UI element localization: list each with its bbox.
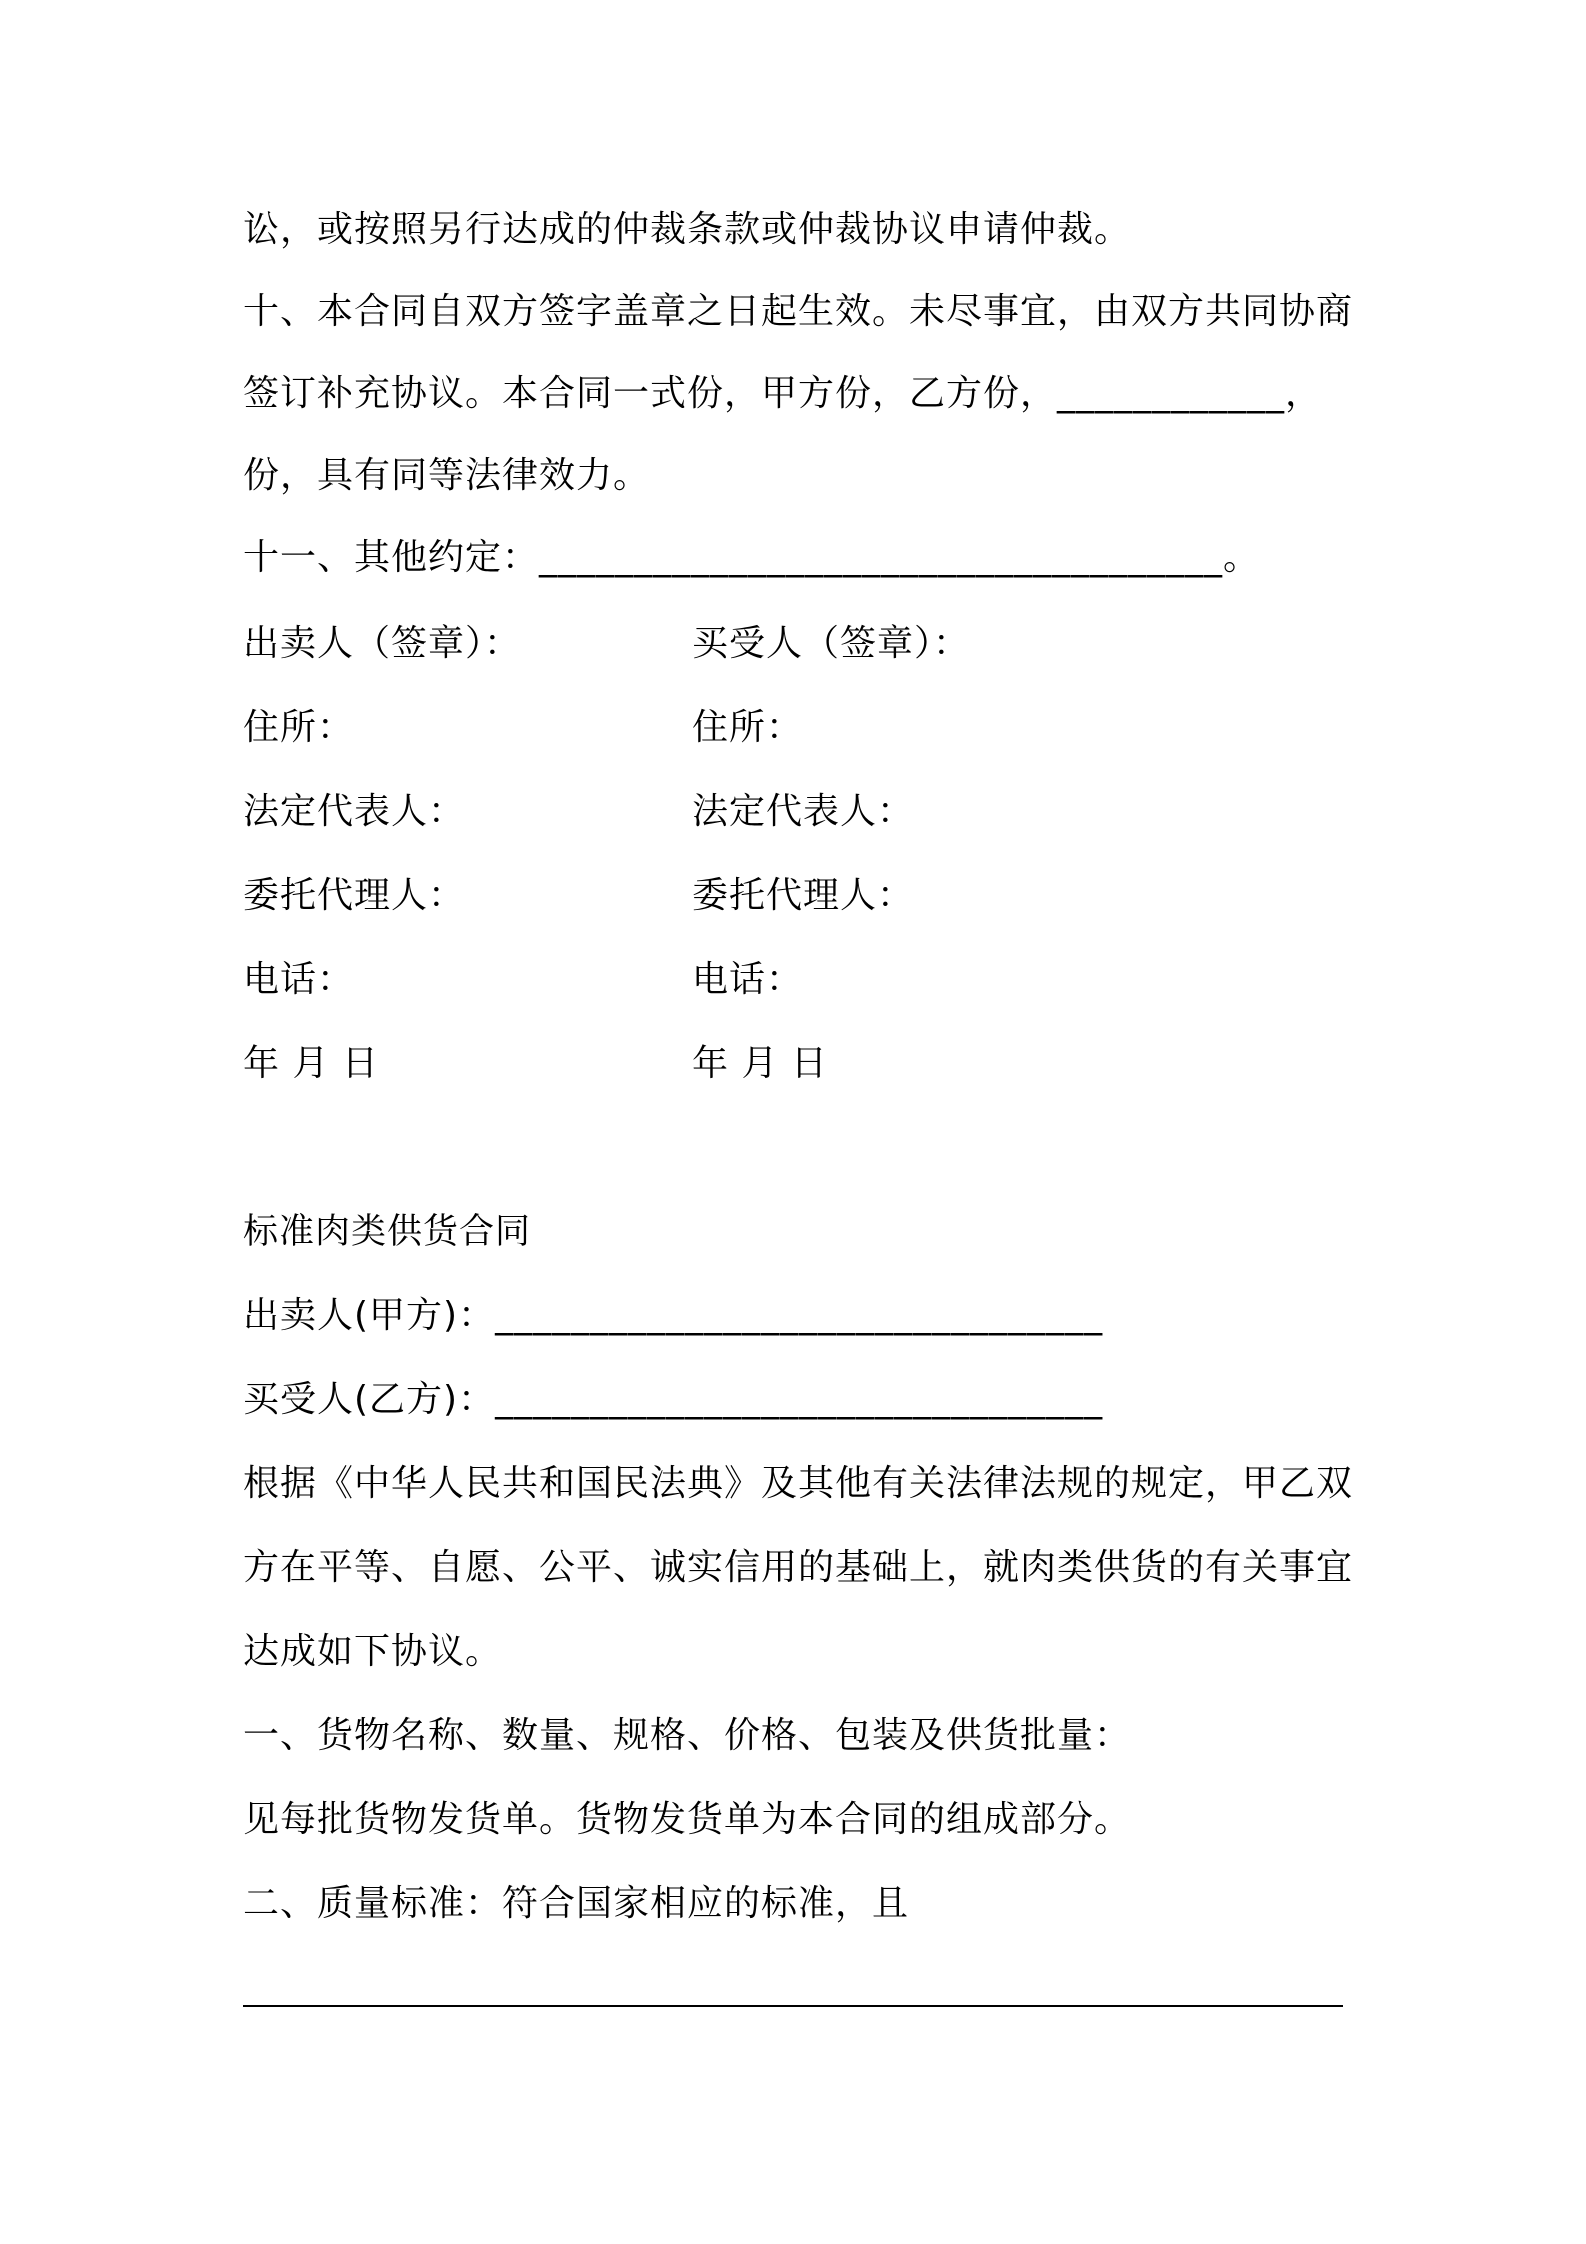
seller-phone-label: 电话： [243,959,355,1000]
clause-ten-line: 份，具有同等法律效力。 [243,455,651,496]
contract-title: 标准肉类供货合同 [243,1212,532,1252]
buyer-legal-rep-label: 法定代表人： [692,791,915,832]
seller-agent-label: 委托代理人： [243,875,466,916]
preamble-line: 根据《中华人民共和国民法典》及其他有关法律法规的规定，甲乙双 [243,1463,1354,1504]
clause-two-heading: 二、质量标准：符合国家相应的标准，且 [243,1883,910,1924]
clause-ten-line: 签订补充协议。本合同一式份，甲方份，乙方份，____________， [243,373,1323,414]
clause-one-text: 见每批货物发货单。货物发货单为本合同的组成部分。 [243,1799,1132,1840]
preamble-line: 达成如下协议。 [243,1631,503,1672]
seller-signature-label: 出卖人（签章）： [243,623,522,664]
clause-eleven-line: 十一、其他约定：____________________________________。 [243,537,1261,578]
buyer-phone-label: 电话： [692,959,804,1000]
buyer-party-line: 买受人(乙方)：________________________________ [243,1379,1104,1420]
buyer-agent-label: 委托代理人： [692,875,915,916]
clause-ten-line: 十、本合同自双方签字盖章之日起生效。未尽事宜，由双方共同协商 [243,291,1354,332]
preamble-line: 方在平等、自愿、公平、诚实信用的基础上，就肉类供货的有关事宜 [243,1547,1354,1588]
blank-fill-line [243,2005,1343,2007]
seller-legal-rep-label: 法定代表人： [243,791,466,832]
seller-party-line: 出卖人(甲方)：________________________________ [243,1295,1104,1336]
seller-address-label: 住所： [243,707,355,748]
seller-date-label: 年 月 日 [243,1043,379,1084]
clause-one-heading: 一、货物名称、数量、规格、价格、包装及供货批量： [243,1715,1132,1756]
buyer-date-label: 年 月 日 [692,1043,828,1084]
buyer-signature-label: 买受人（签章）： [692,623,971,664]
paragraph-line: 讼，或按照另行达成的仲裁条款或仲裁协议申请仲裁。 [243,209,1132,250]
buyer-address-label: 住所： [692,707,804,748]
